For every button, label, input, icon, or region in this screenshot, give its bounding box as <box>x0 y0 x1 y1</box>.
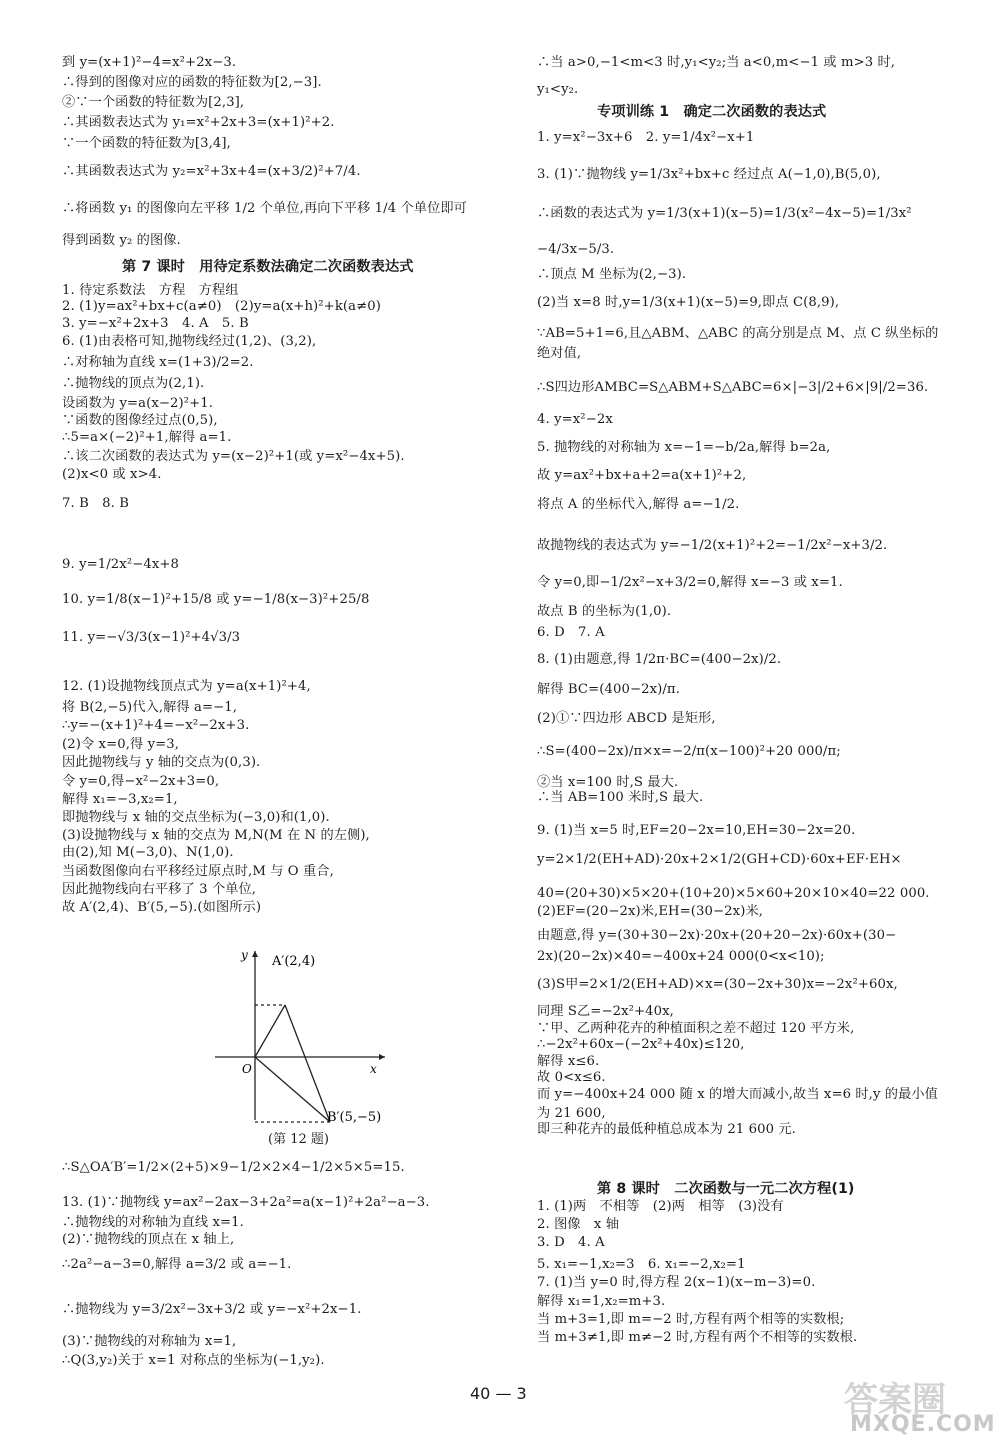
point-b-label: B′(5,−5) <box>327 1110 382 1125</box>
answer-line: 到 y=(x+1)²−4=x²+2x−3. <box>62 55 237 70</box>
page-number: 40 — 3 <box>470 1384 527 1403</box>
answer-line: ∴S△OA′B′=1/2×(2+5)×9−1/2×2×4−1/2×5×5=15. <box>62 1160 405 1175</box>
answer-line: ∴Q(3,y₂)关于 x=1 对称点的坐标为(−1,y₂). <box>62 1353 325 1368</box>
answer-line: 1. (1)两 不相等 (2)两 相等 (3)没有 <box>537 1199 784 1214</box>
answer-line: ②当 x=100 时,S 最大. <box>537 775 679 790</box>
answer-line: 2x)(20−2x)×40=−400x+24 000(0<x<10); <box>537 949 825 964</box>
answer-line: (2)①∵四边形 ABCD 是矩形, <box>537 711 716 726</box>
answer-line: 令 y=0,即−1/2x²−x+3/2=0,解得 x=−3 或 x=1. <box>537 575 843 590</box>
answer-line: 2. 图像 x 轴 <box>537 1217 620 1232</box>
answer-line: 9. y=1/2x²−4x+8 <box>62 557 180 572</box>
y-axis-label: y <box>241 948 248 962</box>
answer-line: 9. (1)当 x=5 时,EF=20−2x=10,EH=30−2x=20. <box>537 823 856 838</box>
answer-line: 11. y=−√3/3(x−1)²+4√3/3 <box>62 630 241 645</box>
answer-line: ∴2a²−a−3=0,解得 a=3/2 或 a=−1. <box>62 1257 292 1272</box>
answer-line: ∴抛物线的顶点为(2,1). <box>62 376 205 391</box>
answer-line: 因此抛物线向右平移了 3 个单位, <box>62 882 257 897</box>
answer-line: 7. (1)当 y=0 时,得方程 2(x−1)(x−m−3)=0. <box>537 1275 816 1290</box>
answer-line: 设函数为 y=a(x−2)²+1. <box>62 396 214 411</box>
answer-line: 故 0<x≤6. <box>537 1070 606 1085</box>
y-axis-arrow <box>252 951 258 957</box>
answer-line: (2)当 x=8 时,y=1/3(x+1)(x−5)=9,即点 C(8,9), <box>537 295 840 310</box>
answer-line: ∴得到的图像对应的函数的特征数为[2,−3]. <box>62 75 322 90</box>
answer-line: 13. (1)∵抛物线 y=ax²−2ax−3+2a²=a(x−1)²+2a²−a−3. <box>62 1195 430 1210</box>
answer-line: 4. y=x²−2x <box>537 412 613 427</box>
answer-line: (2)EF=(20−2x)米,EH=(30−2x)米, <box>537 904 764 919</box>
answer-line: (3)∵抛物线的对称轴为 x=1, <box>62 1334 237 1349</box>
watermark-logo <box>838 1368 996 1446</box>
answer-line: ∵甲、乙两种花卉的种植面积之差不超过 120 平方米, <box>537 1021 855 1036</box>
answer-line: 12. (1)设抛物线顶点式为 y=a(x+1)²+4, <box>62 679 311 694</box>
answer-line: 5. 抛物线的对称轴为 x=−1=−b/2a,解得 b=2a, <box>537 440 831 455</box>
answer-line: ∴顶点 M 坐标为(2,−3). <box>537 267 687 282</box>
answer-line: ∴5=a×(−2)²+1,解得 a=1. <box>62 430 232 445</box>
answer-line: 3. D 4. A <box>537 1235 605 1250</box>
answer-line: 同理 S乙=−2x²+40x, <box>537 1004 674 1019</box>
answer-line: 故点 B 的坐标为(1,0). <box>537 604 672 619</box>
answer-line: 解得 x≤6. <box>537 1054 600 1069</box>
point-a-label: A′(2,4) <box>272 954 316 969</box>
answer-line: 解得 x₁=1,x₂=m+3. <box>537 1294 666 1309</box>
answer-line: ∴将函数 y₁ 的图像向左平移 1/2 个单位,再向下平移 1/4 个单位即可 <box>62 201 467 216</box>
answer-line: ∴S四边形AMBC=S△ABM+S△ABC=6×|−3|/2+6×|9|/2=36. <box>537 380 929 395</box>
answer-line: ②∵一个函数的特征数为[2,3], <box>62 95 245 110</box>
answer-line: ∴S=(400−2x)/π×x=−2/π(x−100)²+20 000/π; <box>537 744 841 759</box>
answer-line: ∵函数的图像经过点(0,5), <box>62 413 218 428</box>
answer-line: (3)设抛物线与 x 轴的交点为 M,N(M 在 N 的左侧), <box>62 828 370 843</box>
answer-line: 40=(20+30)×5×20+(10+20)×5×60+20×10×40=22 000. <box>537 886 930 901</box>
watermark-text: MXQE.COM <box>850 1412 996 1437</box>
answer-line: 1. y=x²−3x+6 2. y=1/4x²−x+1 <box>537 130 755 145</box>
watermark-top: 答案圈 <box>844 1380 946 1420</box>
answer-line: ∴抛物线的对称轴为直线 x=1. <box>62 1215 244 1230</box>
answer-line: 令 y=0,得−x²−2x+3=0, <box>62 774 220 789</box>
answer-line: 故 A′(2,4)、B′(5,−5).(如图所示) <box>62 900 262 915</box>
answer-line: 2. (1)y=ax²+bx+c(a≠0) (2)y=a(x+h)²+k(a≠0) <box>62 299 382 314</box>
answer-line: (2)∵抛物线的顶点在 x 轴上, <box>62 1232 235 1247</box>
answer-line: 6. D 7. A <box>537 625 605 640</box>
segment-ob <box>255 1057 330 1122</box>
x-axis-label: x <box>370 1062 377 1076</box>
answer-line: ∴对称轴为直线 x=(1+3)/2=2. <box>62 355 254 370</box>
segment-oa <box>255 1005 285 1057</box>
answer-line: 将点 A 的坐标代入,解得 a=−1/2. <box>537 497 740 512</box>
answer-line: ∴其函数表达式为 y₂=x²+3x+4=(x+3/2)²+7/4. <box>62 164 361 179</box>
answer-line: 8. (1)由题意,得 1/2π·BC=(400−2x)/2. <box>537 652 782 667</box>
answer-line: ∴该二次函数的表达式为 y=(x−2)²+1(或 y=x²−4x+5). <box>62 449 405 464</box>
answer-line: y₁<y₂. <box>537 82 579 97</box>
answer-line: ∵一个函数的特征数为[3,4], <box>62 136 231 151</box>
answer-line: 6. (1)由表格可知,抛物线经过(1,2)、(3,2), <box>62 334 317 349</box>
section-heading: 专项训练 1 确定二次函数的表达式 <box>597 104 827 120</box>
answer-line: 1. 待定系数法 方程 方程组 <box>62 283 239 298</box>
answer-line: ∴抛物线为 y=3/2x²−3x+3/2 或 y=−x²+2x−1. <box>62 1302 362 1317</box>
answer-line: ∴当 AB=100 米时,S 最大. <box>537 790 704 805</box>
answer-line: (3)S甲=2×1/2(EH+AD)×x=(30−2x+30)x=−2x²+60x, <box>537 977 898 992</box>
answer-line: ∴y=−(x+1)²+4=−x²−2x+3. <box>62 718 250 733</box>
answer-line: 即抛物线与 x 轴的交点坐标为(−3,0)和(1,0). <box>62 810 330 825</box>
answer-line: 3. (1)∵抛物线 y=1/3x²+bx+c 经过点 A(−1,0),B(5,0), <box>537 167 881 182</box>
section-heading: 第 8 课时 二次函数与一元二次方程(1) <box>597 1181 855 1197</box>
answer-line: 由题意,得 y=(30+30−2x)·20x+(20+20−2x)·60x+(30− <box>537 928 897 943</box>
origin-label: O <box>242 1062 252 1076</box>
answer-line: ∴−2x²+60x−(−2x²+40x)≤120, <box>537 1037 745 1052</box>
answer-line: 5. x₁=−1,x₂=3 6. x₁=−2,x₂=1 <box>537 1257 746 1272</box>
coordinate-diagram <box>200 945 400 1130</box>
answer-line: 3. y=−x²+2x+3 4. A 5. B <box>62 316 249 331</box>
answer-line: 即三种花卉的最低种植总成本为 21 600 元. <box>537 1122 796 1137</box>
answer-line: 将 B(2,−5)代入,解得 a=−1, <box>62 700 238 715</box>
figure-caption: (第 12 题) <box>268 1132 329 1147</box>
answer-line: (2)x<0 或 x>4. <box>62 467 162 482</box>
answer-line: ∵AB=5+1=6,且△ABM、△ABC 的高分别是点 M、点 C 纵坐标的 <box>537 326 939 341</box>
answer-line: 7. B 8. B <box>62 496 130 511</box>
answer-line: ∴其函数表达式为 y₁=x²+2x+3=(x+1)²+2. <box>62 115 335 130</box>
answer-line: y=2×1/2(EH+AD)·20x+2×1/2(GH+CD)·60x+EF·EH× <box>537 852 902 867</box>
answer-line: 解得 BC=(400−2x)/π. <box>537 682 680 697</box>
answer-line: 故抛物线的表达式为 y=−1/2(x+1)²+2=−1/2x²−x+3/2. <box>537 538 888 553</box>
answer-line: ∴函数的表达式为 y=1/3(x+1)(x−5)=1/3(x²−4x−5)=1/3x² <box>537 206 912 221</box>
section-heading: 第 7 课时 用待定系数法确定二次函数表达式 <box>122 259 414 275</box>
answer-line: 当函数图像向右平移经过原点时,M 与 O 重合, <box>62 864 334 879</box>
answer-line: 当 m+3≠1,即 m≠−2 时,方程有两个不相等的实数根. <box>537 1330 858 1345</box>
answer-line: 解得 x₁=−3,x₂=1, <box>62 792 178 807</box>
answer-line: 因此抛物线与 y 轴的交点为(0,3). <box>62 755 261 770</box>
answer-line: 为 21 600, <box>537 1106 606 1121</box>
segment-ab <box>285 1005 330 1122</box>
answer-line: 10. y=1/8(x−1)²+15/8 或 y=−1/8(x−3)²+25/8 <box>62 592 370 607</box>
answer-line: (2)令 x=0,得 y=3, <box>62 737 180 752</box>
answer-line: 得到函数 y₂ 的图像. <box>62 233 181 248</box>
answer-line: ∴当 a>0,−1<m<3 时,y₁<y₂;当 a<0,m<−1 或 m>3 时, <box>537 55 896 70</box>
answer-line: −4/3x−5/3. <box>537 242 615 257</box>
answer-line: 由(2),知 M(−3,0)、N(1,0). <box>62 845 234 860</box>
answer-line: 当 m+3=1,即 m=−2 时,方程有两个相等的实数根; <box>537 1312 845 1327</box>
answer-line: 故 y=ax²+bx+a+2=a(x+1)²+2, <box>537 468 747 483</box>
problem-12-figure <box>200 945 400 1134</box>
answer-line: 绝对值, <box>537 346 582 361</box>
answer-line: 而 y=−400x+24 000 随 x 的增大而减小,故当 x=6 时,y 的最小值 <box>537 1087 938 1102</box>
x-axis-arrow <box>379 1054 385 1060</box>
